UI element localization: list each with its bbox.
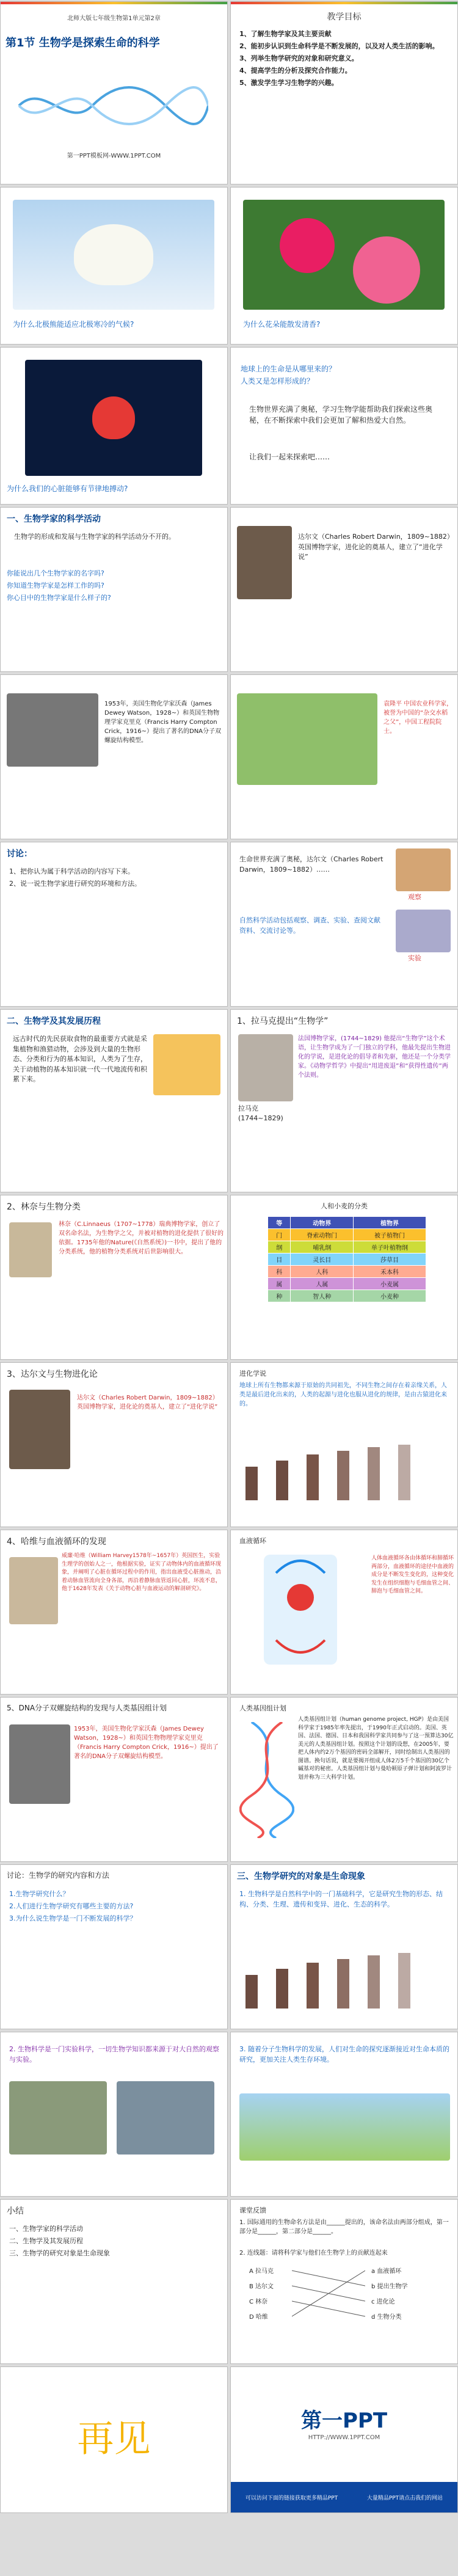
human-evolution-illustration xyxy=(239,1442,447,1503)
watson-crick-photo xyxy=(9,1724,70,1804)
discussion-item: 2、说一说生物学家进行研究的环境和方法。 xyxy=(9,880,141,888)
table-row xyxy=(268,1290,426,1302)
question-3: 你心目中的生物学家是什么样子的? xyxy=(7,594,111,602)
slide-feedback xyxy=(230,2199,458,2364)
discussion-item: 1、把你认为属于科学活动的内容写下来。 xyxy=(9,867,134,875)
footer-site: 第一PPT模板网-WWW.1PPT.COM xyxy=(67,153,161,159)
slide-dna-scientists xyxy=(0,674,228,839)
table-row xyxy=(268,1229,426,1241)
lamarck-name: 拉马克 xyxy=(238,1104,258,1112)
table-row xyxy=(268,1266,426,1278)
slide-brand xyxy=(230,2366,458,2513)
scientists-paragraph: 生物学的形成和发展与生物学家的科学活动分不开的。 xyxy=(14,533,175,541)
goal-item: 4、提高学生的分析及探究合作能力。 xyxy=(239,67,352,75)
row-9 xyxy=(0,1361,458,1528)
question-origin-life: 地球上的生命是从哪里来的？ xyxy=(241,365,336,373)
dna-helix-illustration xyxy=(239,1722,294,1838)
observe-label: 观察 xyxy=(408,893,421,901)
feedback-q2: 2. 连线题：请将科学家与他们在生物学上的贡献连起来 xyxy=(239,2250,388,2257)
table-row xyxy=(268,1241,426,1253)
evolution-text: 地球上所有生物都来源于原始的共同祖先，不同生物之间存在着亲缘关系，人类是最后进化出来的，人类的起源与进化也服从进化的规律，是由古猿进化来的。 xyxy=(239,1382,447,1407)
field-photo xyxy=(117,2081,214,2155)
classification-title: 人和小麦的分类 xyxy=(321,1202,368,1210)
row-15 xyxy=(0,2365,458,2514)
farewell-text: 再见 xyxy=(77,2418,151,2461)
match-left[interactable]: A 拉马克 xyxy=(249,2268,274,2275)
hgp-text: 人类基因组计划（human genome project, HGP）是由美国科学家于1985年率先提出，于1990年正式启动的。美国、英国、法国、德国、日本和我国科学家共同参与了这一预算达30亿美元的人类基因组计划。按照这个计划的设想，在2005年，要把人体内约2万个基因的密码全部解开，同时绘制出人类基因的图谱。换句话说，就是要揭开组成人体2万5千个基因的30亿个碱基对的秘密。人类基因组计划与曼哈顿原子弹计划和阿波罗计划并称为三大科学计划。 xyxy=(298,1717,454,1781)
row-4 xyxy=(0,506,458,673)
lab-photo xyxy=(9,2081,107,2155)
table-cell: 科 xyxy=(268,1266,291,1278)
circulation-heading: 血液循环 xyxy=(239,1537,266,1545)
table-header: 植物界 xyxy=(354,1217,426,1229)
match-left[interactable]: B 达尔文 xyxy=(249,2283,274,2290)
slide-evolution-theory xyxy=(230,1362,458,1527)
row-1 xyxy=(0,0,458,186)
feedback-q1: 1. 国际通用的生物命名方法是由______提出的，该命名法由两部分组成，第一部分是______，第二部分是______。 xyxy=(239,2219,449,2235)
slide-methods xyxy=(230,842,458,1007)
slide-hgp xyxy=(230,1697,458,1862)
goal-item: 2、能初步认识到生命科学是不断发展的，以及对人类生活的影响。 xyxy=(239,42,439,50)
darwin-bio: 达尔文（Charles Robert Darwin，1809~1882）英国博物学家，进化论的奠基人，建立了“进化学说” xyxy=(77,1395,219,1410)
slide-discussion-1 xyxy=(0,842,228,1007)
slide-summary xyxy=(0,2199,228,2364)
table-row xyxy=(268,1253,426,1266)
question-origin-human: 人类又是怎样形成的？ xyxy=(241,377,314,385)
slide-darwin-intro xyxy=(230,507,458,672)
watson-crick-photo xyxy=(7,693,98,767)
slide-molecular xyxy=(230,2032,458,2197)
textbook-header: 北师大版七年级生物第1单元第2章 xyxy=(67,15,161,22)
table-row xyxy=(268,1278,426,1290)
classification-table xyxy=(267,1216,426,1302)
darwin-portrait xyxy=(237,526,292,599)
methods-summary: 自然科学活动包括观察、调查、实验、查阅文献资料、交流讨论等。 xyxy=(239,916,380,935)
match-left[interactable]: D 哈维 xyxy=(249,2314,268,2321)
row-2 xyxy=(0,186,458,346)
table-cell: 智人种 xyxy=(291,1290,354,1302)
harvey-bio: 威廉·哈维（William Harvey1578年~1657年）英国医生，实验生理学的创始人之一，他根据实验，证实了动物体内的血液循环现象，并阐明了心脏在循环过程中的作用，指出血液受心脏推动，沿着动脉血管流向全身各部，再沿着静脉血管返回心脏，环流不息，他于1628年发表《关于动物心脏与血液运动的解剖研究》。 xyxy=(62,1553,222,1592)
discussion-title: 讨论： xyxy=(7,849,32,859)
linnaeus-heading: 2、林奈与生物分类 xyxy=(7,1202,81,1212)
question-2: 你知道生物学家是怎样工作的吗? xyxy=(7,582,104,589)
intro-invite: 让我们一起来探索吧…… xyxy=(249,453,330,461)
darwin-portrait xyxy=(9,1390,70,1469)
table-cell: 纲 xyxy=(268,1241,291,1253)
row-10 xyxy=(0,1528,458,1696)
table-header: 动物界 xyxy=(291,1217,354,1229)
heart-photo xyxy=(25,360,202,476)
molecular-text: 3. 随着分子生物科学的发展，人们对生命的探究逐渐接近对生命本质的研究，更加关注人类生存环境。 xyxy=(239,2045,449,2063)
brand-url[interactable]: HTTP://WWW.1PPT.COM xyxy=(308,2434,380,2441)
darwin-heading: 3、达尔文与生物进化论 xyxy=(7,1370,98,1379)
yuan-bio: 袁隆平 中国农业科学家，被誉为中国的“杂交水稻之父”，中国工程院院士。 xyxy=(383,701,453,735)
slide-polar-bear xyxy=(0,187,228,345)
harvey-portrait xyxy=(9,1557,58,1624)
slide-farewell xyxy=(0,2366,228,2513)
hgp-heading: 人类基因组计划 xyxy=(239,1704,286,1712)
circulation-diagram xyxy=(239,1549,362,1671)
slide-experimental-science xyxy=(0,2032,228,2197)
match-right[interactable]: b 提出生物学 xyxy=(371,2283,408,2290)
intro-paragraph: 生物世界充满了奥秘，学习生物学能帮助我们探索这些奥秘，在不断探索中我们会更加了解和热爱大自然。 xyxy=(249,405,433,425)
slide-circulation xyxy=(230,1530,458,1695)
feedback-heading: 课堂反馈 xyxy=(239,2206,266,2214)
goal-item: 5、激发学生学习生物学的兴趣。 xyxy=(239,79,338,87)
darwin-bio: 达尔文（Charles Robert Darwin，1809~1882）英国博物学家，进化论的奠基人，建立了“进化学说” xyxy=(298,533,451,561)
footer-note: 可以访问下面的链接获取更多精品PPT xyxy=(245,2495,338,2501)
table-cell: 人属 xyxy=(291,1278,354,1290)
section-heading: 二、生物学及其发展历程 xyxy=(7,1016,101,1026)
circulation-text: 人体血液循环各由体循环和肺循环两部分，血液循环的途径中血液的成分是不断发生变化的，这种变化发生在组织细胞与毛细血管之间、肺泡与毛细血管之间。 xyxy=(371,1555,454,1594)
table-cell: 哺乳纲 xyxy=(291,1241,354,1253)
discussion-item: 2.人们进行生物学研究有哪些主要的方法? xyxy=(9,1902,134,1910)
dna-heading: 5、DNA分子双螺旋结构的发现与人类基因组计划 xyxy=(7,1704,167,1712)
table-cell: 被子植物门 xyxy=(354,1229,426,1241)
history-paragraph: 远古时代的先民获取食物的最重要方式就是采集植物和渔猎动物，会涉及到大量的生物形态、分类和行为的基本知识，人类为了生存，关于动植物的基本知识就一代一代地流传和积累下来。 xyxy=(13,1035,147,1083)
landscape-photo xyxy=(239,2093,450,2161)
flower-bloom xyxy=(280,218,335,273)
goals-title: 教学目标 xyxy=(327,12,362,22)
slide-harvey xyxy=(0,1530,228,1695)
row-14 xyxy=(0,2198,458,2365)
polar-bear-photo xyxy=(13,200,214,310)
experiment-photo xyxy=(396,910,451,952)
discussion-item: 1.生物学研究什么？ xyxy=(9,1890,70,1898)
goal-item: 3、列举生物学研究的对象和研究意义。 xyxy=(239,54,358,62)
row-7 xyxy=(0,1008,458,1194)
linnaeus-portrait xyxy=(9,1222,52,1277)
research-object-text: 1. 生物科学是自然科学中的一门基础科学，它是研究生物的形态、结构、分类、生理、遗传和变异、进化、生态的科学。 xyxy=(239,1890,443,1908)
linnaeus-bio: 林奈（C.Linnaeus（1707~1778）瑞典博物学家，创立了双名命名法，为生物学之父，并被对植物的进化提供了很好的依据。1735年他的Nature(《自然系统》)一书中，提出了他的分类系统，他的植物分类系统对后世影响很大。 xyxy=(59,1221,224,1255)
gatherer-photo xyxy=(153,1034,220,1095)
footer-bar xyxy=(231,2482,457,2512)
observe-photo xyxy=(396,848,451,891)
table-cell: 种 xyxy=(268,1290,291,1302)
goals-list xyxy=(231,29,457,87)
question-flower: 为什么花朵能散发清香? xyxy=(243,320,321,329)
question-polar-bear: 为什么北极熊能适应北极寒冷的气候? xyxy=(13,320,134,329)
evolution-illustration xyxy=(239,1950,447,2012)
summary-item: 一、生物学家的科学活动 xyxy=(9,2225,83,2233)
slide-research-object xyxy=(230,1864,458,2029)
row-11 xyxy=(0,1696,458,1863)
row-5 xyxy=(0,673,458,841)
lamarck-years: (1744~1829) xyxy=(238,1114,283,1122)
table-cell: 人科 xyxy=(291,1266,354,1278)
slide-title xyxy=(0,1,228,184)
row-3 xyxy=(0,346,458,506)
experimental-text: 2. 生物科学是一门实验科学，一切生物学知识都来源于对大自然的观察与实验。 xyxy=(9,2045,219,2063)
slide-yuan xyxy=(230,674,458,839)
table-cell: 灵长目 xyxy=(291,1253,354,1266)
lamarck-portrait xyxy=(238,1034,293,1101)
table-cell: 禾本科 xyxy=(354,1266,426,1278)
matching-lines xyxy=(292,2267,365,2322)
discussion-item: 3.为什么说生物学是一门不断发展的科学？ xyxy=(9,1914,137,1922)
match-right[interactable]: d 生物分类 xyxy=(371,2314,402,2321)
table-cell: 单子叶植物纲 xyxy=(354,1241,426,1253)
slide-linnaeus xyxy=(0,1195,228,1360)
table-cell: 属 xyxy=(268,1278,291,1290)
experiment-label: 实验 xyxy=(408,954,421,962)
evolution-heading: 进化学说 xyxy=(239,1370,266,1377)
row-12 xyxy=(0,1863,458,2031)
slide-dna-hgp xyxy=(0,1697,228,1862)
discussion-title: 讨论：生物学的研究内容和方法 xyxy=(7,1871,110,1880)
table-cell: 小麦种 xyxy=(354,1290,426,1302)
table-header-row xyxy=(268,1217,426,1229)
summary-item: 三、生物学的研究对象是生命现象 xyxy=(9,2249,110,2257)
harvey-heading: 4、哈维与血液循环的发现 xyxy=(7,1537,106,1547)
dna-strand-illustration xyxy=(13,81,208,130)
table-header: 等 xyxy=(268,1217,291,1229)
slide-discussion-2 xyxy=(0,1864,228,2029)
table-cell: 脊索动物门 xyxy=(291,1229,354,1241)
match-left[interactable]: C 林奈 xyxy=(249,2299,268,2305)
row-13 xyxy=(0,2031,458,2198)
summary-item: 二、生物学及其发展历程 xyxy=(9,2237,83,2245)
polar-bear-shape xyxy=(74,224,153,285)
table-cell: 目 xyxy=(268,1253,291,1266)
flower-photo xyxy=(243,200,445,310)
match-right[interactable]: a 血液循环 xyxy=(371,2268,402,2275)
table-cell: 莎草目 xyxy=(354,1253,426,1266)
lamarck-bio: 法国博物学家，(1744~1829) 他提出“生物学”这个术语，让生物学成为了一门独立的学科，他最先提出生物进化的学说，是进化论的倡导者和先驱，他还是一个分类学家。《动物学哲学》中提出“用进废退”和“获得性遗传”两个法则。 xyxy=(298,1035,451,1079)
yuan-rice-photo xyxy=(237,693,377,785)
slide-classification xyxy=(230,1195,458,1360)
footer-note: 大量精品PPT请点击我们的网站 xyxy=(366,2495,443,2501)
table-cell: 门 xyxy=(268,1229,291,1241)
brand-logo: 第一PPT xyxy=(300,2409,388,2433)
section-heading: 三、生物学研究的对象是生命现象 xyxy=(237,1872,365,1881)
slide-flower xyxy=(230,187,458,345)
match-right[interactable]: c 进化论 xyxy=(371,2299,395,2305)
flower-bloom xyxy=(353,236,420,304)
row-8 xyxy=(0,1194,458,1361)
question-1: 你能说出几个生物学家的名字吗? xyxy=(7,569,104,577)
row-6 xyxy=(0,841,458,1008)
heart-shape xyxy=(92,396,135,439)
question-heart: 为什么我们的心脏能够有节律地搏动? xyxy=(7,484,128,493)
slide-heart xyxy=(0,347,228,505)
goal-item: 1、了解生物学家及其主要贡献 xyxy=(239,30,332,38)
watson-crick-bio: 1953年，美国生物化学家沃森（James Dewey Watson，1928~）和英国生物物理学家克里克（Francis Harry Compton Crick，1916~）提出了著名的DNA分子双螺旋结构模型。 xyxy=(104,701,222,744)
slide-history xyxy=(0,1009,228,1192)
section-heading: 一、生物学家的科学活动 xyxy=(7,514,101,524)
lamarck-heading: 1、拉马克提出“生物学” xyxy=(237,1016,329,1026)
section-title: 第1节 生物学是探索生命的科学 xyxy=(5,37,160,49)
slide-darwin-evolution xyxy=(0,1362,228,1527)
dna-bio: 1953年，美国生物化学家沃森（James Dewey Watson，1928~）和英国生物物理学家克里克（Francis Harry Compton Crick，1916~）提出了著名的DNA分子双螺旋结构模型。 xyxy=(74,1726,219,1760)
methods-intro: 生命世界充满了奥秘，达尔文（Charles Robert Darwin，1809~1882）…… xyxy=(239,855,383,874)
slide-origin xyxy=(230,347,458,505)
table-cell: 小麦属 xyxy=(354,1278,426,1290)
slide-scientists-activities xyxy=(0,507,228,672)
slide-goals xyxy=(230,1,458,184)
summary-title: 小结 xyxy=(7,2206,24,2216)
slide-lamarck xyxy=(230,1009,458,1192)
